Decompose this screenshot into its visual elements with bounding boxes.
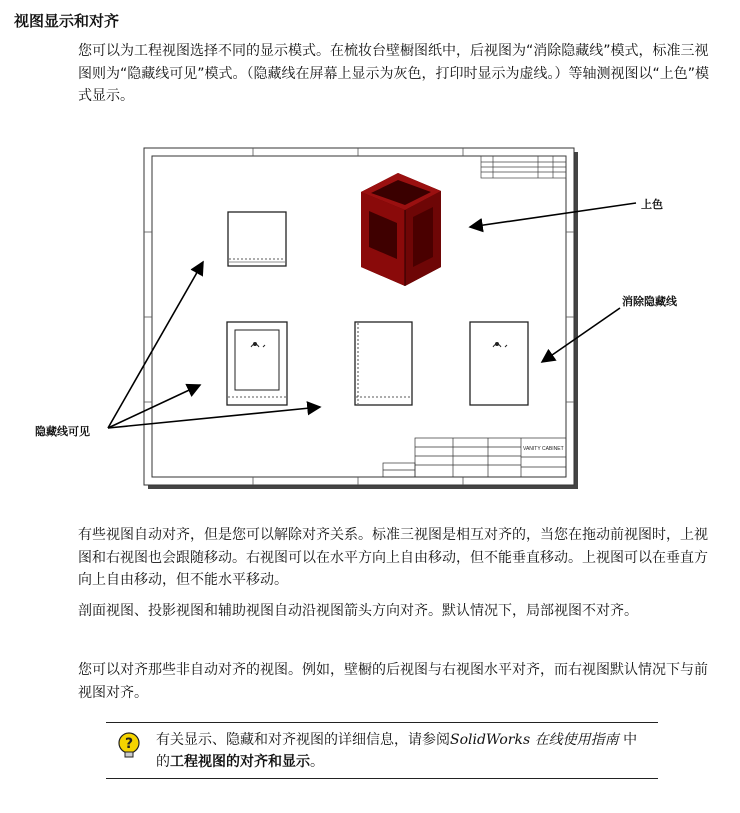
alignment-paragraph-2: 剖面视图、投影视图和辅助视图自动沿视图箭头方向对齐。默认情况下，局部视图不对齐。 <box>78 603 638 619</box>
intro-paragraph: 您可以为工程视图选择不同的显示模式。在梳妆台壁橱图纸中，后视图为“消除隐藏线”模式，标准三视图则为“隐藏线可见”模式。（隐藏线在屏幕上显示为灰色，打印时显示为虚线。）等轴测视图以“上色”模式显示。 <box>78 43 710 104</box>
question-bulb-icon <box>116 732 142 760</box>
guide-reference[interactable]: SolidWorks 在线使用指南 <box>450 732 619 748</box>
svg-text:?: ? <box>124 736 134 752</box>
note-topic[interactable]: 工程视图的对齐和显示 <box>170 754 310 770</box>
note-text-middle: 中的 <box>156 732 638 770</box>
arrow-to-isometric <box>470 203 636 227</box>
callout-shaded: 上色 <box>641 198 663 211</box>
title-block-text: VANITY CABINET <box>523 446 564 452</box>
callout-hidden-lines-visible: 隐藏线可见 <box>35 425 90 438</box>
page-heading: 视图显示和对齐 <box>14 12 120 30</box>
note-box <box>106 722 658 779</box>
note-text <box>156 729 651 773</box>
note-text-before: 有关显示、隐藏和对齐视图的详细信息，请参阅 <box>156 732 450 748</box>
note-text-after: 。 <box>310 754 324 770</box>
arrow-to-right-view <box>108 407 320 428</box>
callout-hidden-lines-removed: 消除隐藏线 <box>622 295 677 308</box>
alignment-paragraph-1: 有些视图自动对齐，但是您可以解除对齐关系。标准三视图是相互对齐的，当您在拖动前视图时，上视图和右视图也会跟随移动。右视图可以在水平方向上自由移动，但不能垂直移动。上视图可以在垂直方向上自由移动，但不能水平移动。 <box>78 527 708 588</box>
alignment-paragraph-3: 您可以对齐那些非自动对齐的视图。例如，壁橱的后视图与右视图水平对齐，而右视图默认情况下与前视图对齐。 <box>78 662 708 701</box>
arrow-to-back-view <box>542 308 620 362</box>
arrow-to-front-view <box>108 385 200 428</box>
arrow-to-top-view <box>108 262 203 428</box>
